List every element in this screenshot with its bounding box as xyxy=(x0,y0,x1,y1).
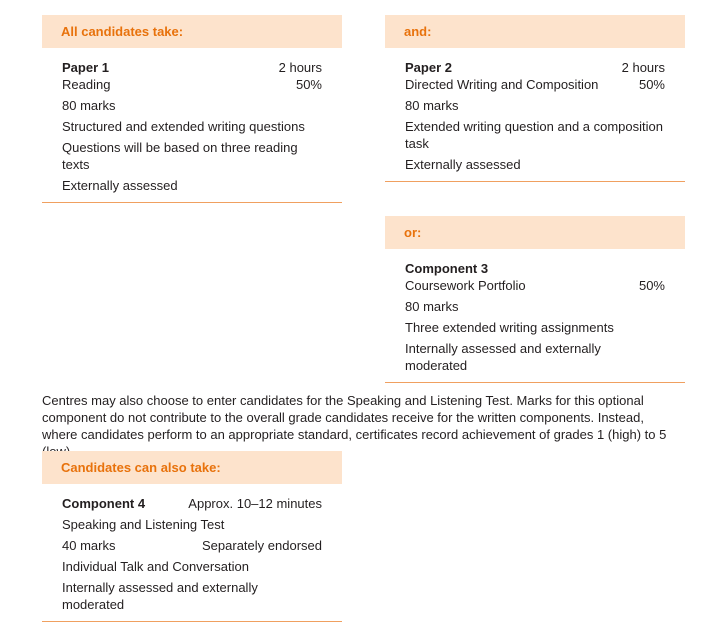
paper-1-marks: 80 marks xyxy=(62,98,116,113)
component-4-box xyxy=(42,451,342,622)
paper-1-weighting: 50% xyxy=(295,77,322,92)
paper-1-box xyxy=(42,15,342,203)
component-4-assessment: Internally assessed and externally moderated xyxy=(62,580,258,612)
paper-2-duration: 2 hours xyxy=(621,60,665,75)
paper-1-subject: Reading xyxy=(62,77,111,92)
component-4-endorsement: Separately endorsed xyxy=(202,538,322,553)
speaking-listening-note: Centres may also choose to enter candidates for the Speaking and Listening Test. Marks for this optional component do not contribute to the overall grade candidates receive for the written components. Instead, where candidates perform to an appropriate standard, certificates record achievement of grades 1 (high) to 5 xyxy=(42,393,667,442)
paper-1-title: Paper 1 xyxy=(62,60,109,75)
paper-1-details xyxy=(42,48,342,203)
component-3-weighting: 50% xyxy=(638,278,665,293)
component-4-details xyxy=(42,484,342,622)
paper-2-question-type: Extended writing question and a composition task xyxy=(405,119,663,151)
paper-2-marks: 80 marks xyxy=(405,98,459,113)
paper-2-title: Paper 2 xyxy=(405,60,452,75)
component-3-details xyxy=(385,249,685,383)
component-3-header: or: xyxy=(385,216,685,249)
paper-2-header: and: xyxy=(385,15,685,48)
component-3-marks: 80 marks xyxy=(405,299,459,314)
paper-1-header: All candidates take: xyxy=(42,15,342,48)
paper-1-duration: 2 hours xyxy=(278,60,322,75)
component-4-format: Individual Talk and Conversation xyxy=(62,559,249,574)
paper-2-details xyxy=(385,48,685,182)
component-4-header: Candidates can also take: xyxy=(42,451,342,484)
component-3-tasks: Three extended writing assignments xyxy=(405,320,614,335)
paper-1-basis: Questions will be based on three reading texts xyxy=(62,140,298,172)
paper-2-box xyxy=(385,15,685,182)
component-4-marks: 40 marks xyxy=(62,538,116,553)
paper-1-assessment: Externally assessed xyxy=(62,178,178,193)
paper-2-subject: Directed Writing and Composition xyxy=(405,77,599,92)
component-3-title: Component 3 xyxy=(405,261,489,276)
component-4-title: Component 4 xyxy=(62,496,146,511)
component-3-assessment: Internally assessed and externally moderated xyxy=(405,341,601,373)
component-3-subject: Coursework Portfolio xyxy=(405,278,526,293)
paper-1-question-type: Structured and extended writing questions xyxy=(62,119,305,134)
paper-2-weighting: 50% xyxy=(638,77,665,92)
paper-2-assessment: Externally assessed xyxy=(405,157,521,172)
component-3-box xyxy=(385,216,685,383)
component-4-duration: Approx. 10–12 minutes xyxy=(188,496,322,511)
component-4-subject: Speaking and Listening Test xyxy=(62,517,225,532)
